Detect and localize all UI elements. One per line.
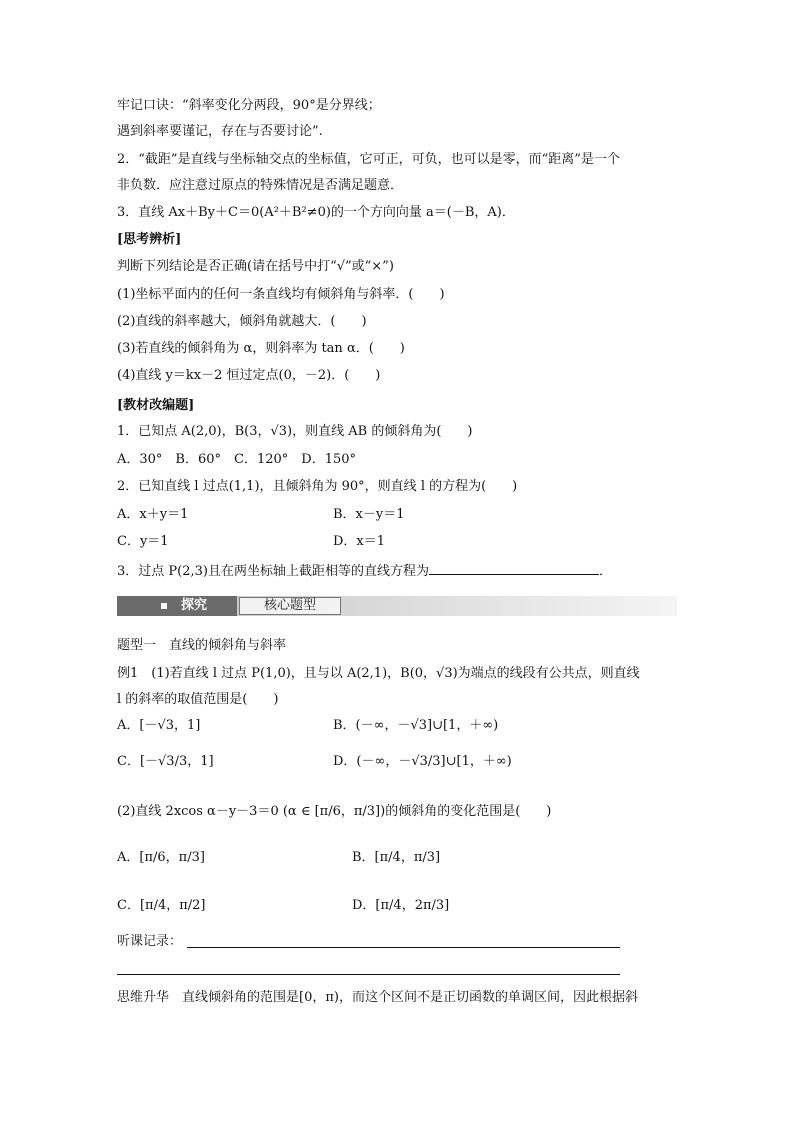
textbook-heading: [教材改编题] — [117, 398, 195, 413]
textbook-q3-text: 3．过点 P(2,3)且在两坐标轴上截距相等的直线方程为 — [117, 564, 429, 579]
tip-3: 3．直线 Ax＋By＋C＝0(A²＋B²≠0)的一个方向向量 a＝(－B，A)． — [117, 205, 515, 220]
tip-2-line-1: 2．“截距”是直线与坐标轴交点的坐标值，它可正，可负，也可以是零，而“距离”是一个 — [117, 152, 620, 167]
banner-tag-explore — [117, 596, 237, 616]
example-1-option-c: C．[－√3/3，1] — [117, 754, 214, 769]
part-2-option-a: A．[π/6，π/3] — [117, 850, 205, 865]
mnemonic-line-1: 牢记口诀：“斜率变化分两段，90°是分界线； — [117, 98, 381, 113]
textbook-q2-option-d: D．x＝1 — [333, 534, 386, 549]
think-item-3: (3)若直线的倾斜角为 α，则斜率为 tan α．( ) — [117, 341, 405, 356]
example-1-part-2: (2)直线 2xcos α－y－3＝0 (α ∈ [π/6，π/3])的倾斜角的变化范围是( ) — [117, 804, 552, 819]
summary-text: 思维升华 直线倾斜角的范围是[0，π)，而这个区间不是正切函数的单调区间，因此根据斜 — [117, 990, 638, 1005]
textbook-q2-option-c: C．y＝1 — [117, 534, 169, 549]
example-1-line-2: l 的斜率的取值范围是( ) — [117, 692, 279, 707]
banner-label-2: 核心题型 — [239, 597, 341, 615]
type-1-heading: 题型一 直线的倾斜角与斜率 — [117, 638, 287, 653]
mnemonic-line-2: 遇到斜率要谨记，存在与否要讨论”. — [117, 124, 323, 139]
think-item-4: (4)直线 y＝kx－2 恒过定点(0，－2)．( ) — [117, 368, 381, 383]
part-2-option-b: B．[π/4，π/3] — [352, 850, 441, 865]
textbook-q2-option-a: A．x＋y＝1 — [117, 507, 189, 522]
example-1-line-1: 例1 (1)若直线 l 过点 P(1,0)，且与以 A(2,1)，B(0，√3)为端点的线段有公共点，则直线 — [117, 666, 640, 681]
think-item-2: (2)直线的斜率越大，倾斜角就越大．( ) — [117, 314, 367, 329]
part-2-option-d: D．[π/4，2π/3] — [352, 898, 450, 913]
tip-2-line-2: 非负数．应注意过原点的特殊情况是否满足题意． — [117, 178, 404, 193]
example-1-option-a: A．[－√3，1] — [117, 718, 201, 733]
think-heading: [思考辨析] — [117, 232, 182, 247]
notes-line-2 — [117, 974, 620, 975]
notes-line-1 — [187, 947, 620, 948]
banner-label-1: 探究 — [181, 598, 208, 613]
textbook-q3 — [117, 560, 612, 582]
part-2-option-c: C．[π/4，π/2] — [117, 898, 206, 913]
answer-blank — [429, 560, 599, 575]
square-bullet-icon — [161, 603, 167, 609]
textbook-q2: 2．已知直线 l 过点(1,1)，且倾斜角为 90°，则直线 l 的方程为( ) — [117, 479, 518, 494]
textbook-q1: 1．已知点 A(2,0)，B(3，√3)，则直线 AB 的倾斜角为( ) — [117, 424, 473, 439]
example-1-option-d: D．(－∞，－√3/3]∪[1，＋∞) — [333, 754, 512, 769]
think-item-1: (1)坐标平面内的任何一条直线均有倾斜角与斜率．( ) — [117, 287, 445, 302]
section-banner — [117, 596, 677, 616]
textbook-q3-end: ． — [598, 564, 612, 579]
notes-label: 听课记录： — [117, 934, 183, 949]
textbook-q1-options: A．30° B．60° C．120° D．150° — [117, 452, 357, 467]
think-instruction: 判断下列结论是否正确(请在括号中打“√”或“×”) — [117, 259, 394, 274]
example-1-option-b: B．(－∞，－√3]∪[1，＋∞) — [333, 718, 499, 733]
textbook-q2-option-b: B．x－y＝1 — [333, 507, 405, 522]
